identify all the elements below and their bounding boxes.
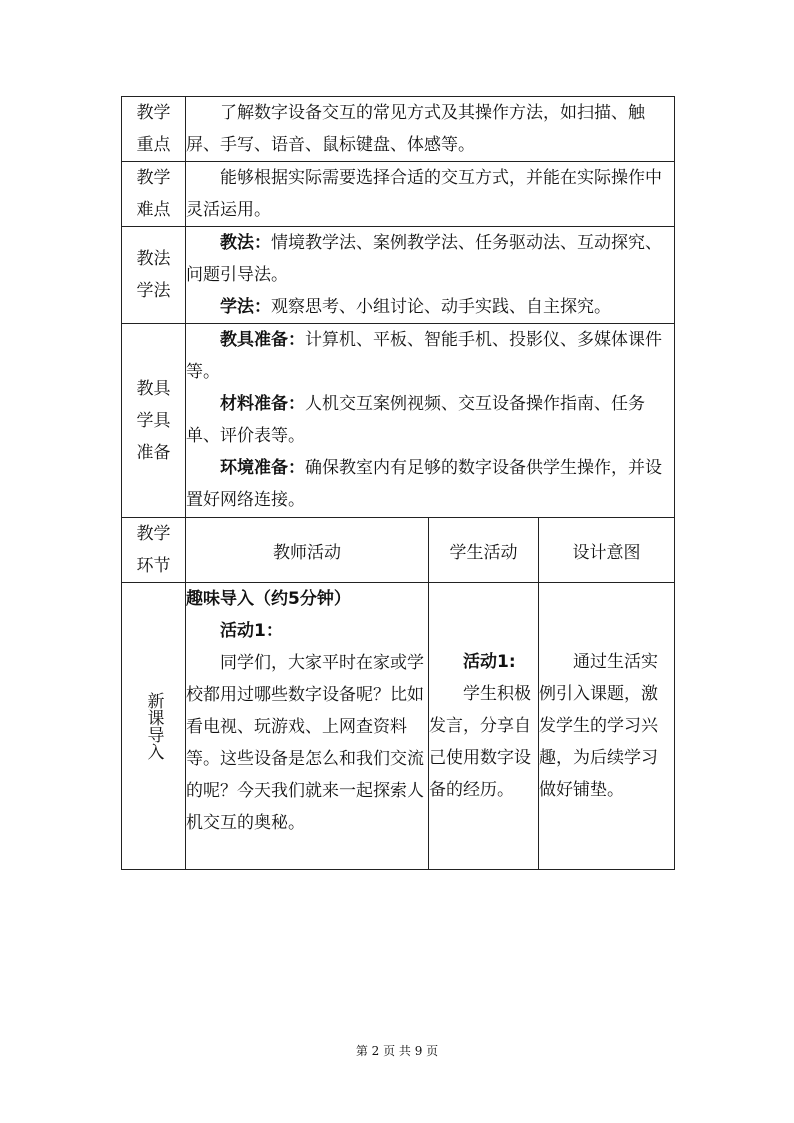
teach-method-title: 教法： xyxy=(220,233,271,253)
intro-design-intent xyxy=(539,583,675,870)
intro-activity-title: 活动1： xyxy=(220,621,283,641)
header-teacher-activity: 教师活动 xyxy=(186,518,429,583)
label-line: 环节 xyxy=(136,556,171,576)
content-methods xyxy=(186,227,675,324)
intro-section-title: 趣味导入（约5分钟） xyxy=(186,589,351,609)
label-teaching-stage xyxy=(122,518,186,583)
intro-teacher-text: 同学们，大家平时在家或学校都用过哪些数字设备呢？比如看电视、玩游戏、上网查资料等。这些设备是怎么和我们交流的呢？今天我们就来一起探索人机交互的奥秘。 xyxy=(186,653,424,833)
material-prep-title: 材料准备： xyxy=(220,394,305,414)
learn-method-text: 观察思考、小组讨论、动手实践、自主探究。 xyxy=(271,297,611,317)
label-line: 难点 xyxy=(136,200,171,220)
intro-intent-text: 通过生活实例引入课题，激发学生的学习兴趣，为后续学习做好铺垫。 xyxy=(539,652,658,800)
material-prep-text: 人机交互案例视频、交互设备操作指南、任务单、评价表等。 xyxy=(186,394,645,446)
label-intro xyxy=(122,583,186,870)
row-intro xyxy=(122,583,675,870)
label-teaching-focus xyxy=(122,97,186,162)
page-footer: 第 2 页 共 9 页 xyxy=(355,1044,439,1058)
focus-text: 了解数字设备交互的常见方式及其操作方法，如扫描、触屏、手写、语音、鼠标键盘、体感等。 xyxy=(186,103,645,155)
env-prep-text: 确保教室内有足够的数字设备供学生操作，并设置好网络连接。 xyxy=(186,458,662,510)
label-line: 学具 xyxy=(136,410,171,431)
difficulty-text: 能够根据实际需要选择合适的交互方式，并能在实际操作中灵活运用。 xyxy=(186,168,662,220)
row-teaching-focus xyxy=(122,97,675,162)
header-design-intent: 设计意图 xyxy=(539,518,675,583)
intro-student-title: 活动1: xyxy=(463,652,516,672)
content-teaching-difficulty xyxy=(186,162,675,227)
learn-method-title: 学法： xyxy=(220,297,271,317)
row-teaching-difficulty xyxy=(122,162,675,227)
learn-method xyxy=(186,291,674,323)
intro-student-activity xyxy=(429,583,539,870)
label-preparation xyxy=(122,324,186,518)
teach-method xyxy=(186,227,674,291)
label-line: 重点 xyxy=(136,135,171,155)
content-preparation xyxy=(186,324,675,518)
teach-method-text: 情境教学法、案例教学法、任务驱动法、互动探究、问题引导法。 xyxy=(186,233,662,285)
row-preparation xyxy=(122,324,675,518)
label-line: 准备 xyxy=(136,442,171,463)
label-line: 教具 xyxy=(136,378,171,399)
row-header xyxy=(122,518,675,583)
intro-student-text: 学生积极发言，分享自己使用数字设备的经历。 xyxy=(429,684,531,800)
label-line: 教法 xyxy=(136,249,171,269)
intro-teacher-activity xyxy=(186,583,429,870)
env-prep-title: 环境准备： xyxy=(220,458,305,478)
lesson-plan-table xyxy=(121,96,675,870)
row-methods xyxy=(122,227,675,324)
label-line: 教学 xyxy=(136,168,171,188)
material-prep xyxy=(186,388,674,452)
tool-prep xyxy=(186,324,674,388)
label-line: 学法 xyxy=(136,281,171,301)
tool-prep-text: 计算机、平板、智能手机、投影仪、多媒体课件等。 xyxy=(186,330,662,382)
label-teaching-difficulty xyxy=(122,162,186,227)
label-line: 教学 xyxy=(136,524,171,544)
header-student-activity: 学生活动 xyxy=(429,518,539,583)
label-methods xyxy=(122,227,186,324)
content-teaching-focus xyxy=(186,97,675,162)
tool-prep-title: 教具准备： xyxy=(220,330,305,350)
env-prep xyxy=(186,452,674,516)
intro-label: 新课导入 xyxy=(143,692,164,760)
label-line: 教学 xyxy=(136,103,171,123)
